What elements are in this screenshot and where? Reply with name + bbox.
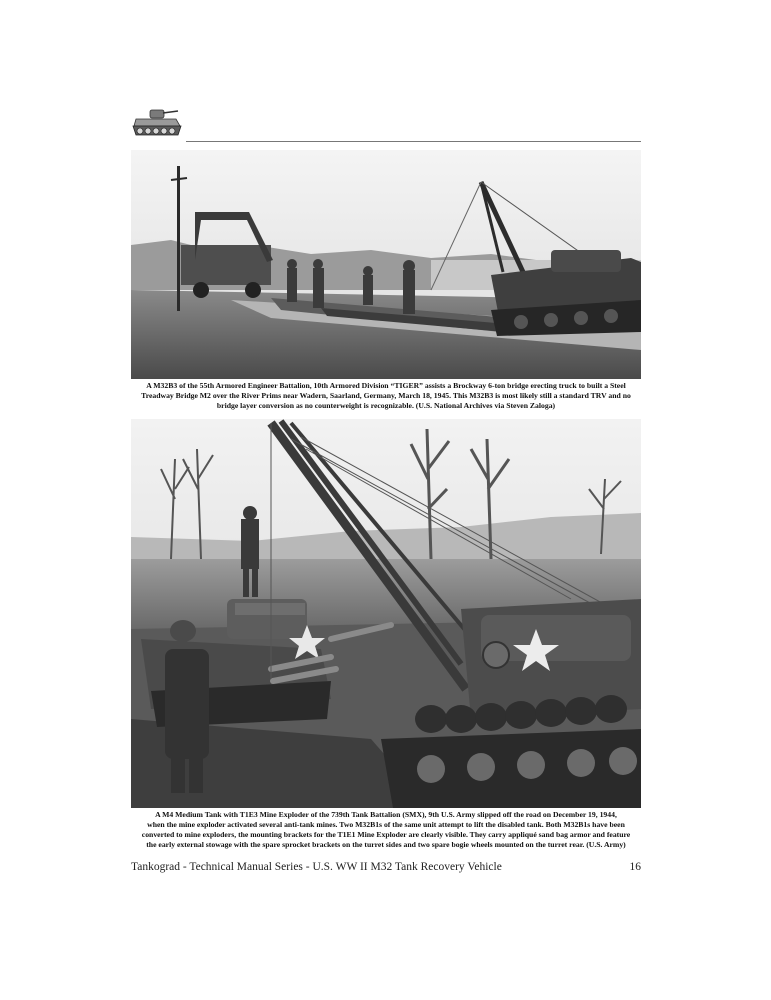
page-number: 16	[629, 861, 641, 873]
caption-line: the early external stowage with the spare sprocket brackets on the turret sides and two spare bogie wheels mounted on the turret rear. (U.S. Army)	[146, 840, 626, 849]
caption-line: A M4 Medium Tank with T1E3 Mine Exploder of the 739th Tank Battalion (SMX), 9th U.S. Army slipped off the road on December 19, 1944,	[155, 810, 617, 819]
footer-title: Tankograd - Technical Manual Series - U.S. WW II M32 Tank Recovery Vehicle	[131, 861, 502, 873]
photo-m4-mine-exploder	[131, 419, 641, 808]
photo-m32b3-bridge	[131, 150, 641, 379]
sherman-tank-icon	[130, 104, 184, 142]
caption-line: converted to mine exploders, the mounting brackets for the T1E1 Mine Exploder are clearly visible. They carry appliqué sand bag armor and feature	[141, 830, 631, 839]
caption-line: bridge layer conversion as no counterweight is recognizable. (U.S. National Archives via Steven Zaloga)	[216, 401, 556, 410]
caption-line: Treadway Bridge M2 over the River Prims near Wadern, Saarland, Germany, March 18, 1945. This M32B3 is most likely still a standard TRV and no	[141, 391, 631, 400]
caption-line: when the mine exploder activated several anti-tank mines. Two M32B1s of the same unit attempt to lift the disabled tank. Both M32B1s have been	[147, 820, 625, 829]
caption-line: A M32B3 of the 55th Armored Engineer Battalion, 10th Armored Division “TIGER” assists a Brockway 6-ton bridge erecting truck to built a Steel	[146, 381, 626, 390]
photo-caption-1	[131, 381, 641, 411]
photo-caption-2	[131, 810, 641, 850]
header-rule	[186, 141, 641, 142]
